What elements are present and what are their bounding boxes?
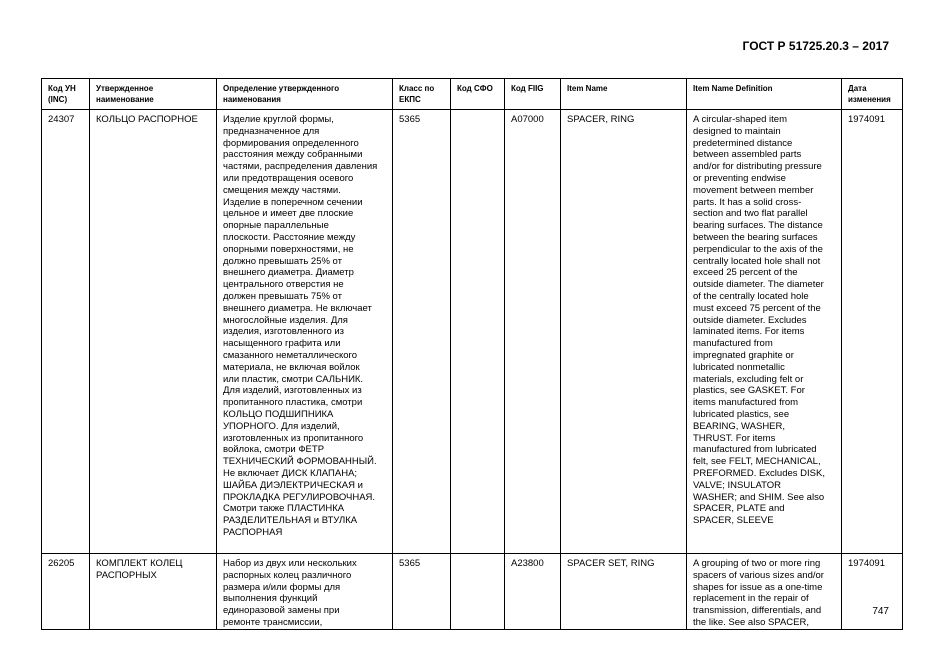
cell-inc: 26205 bbox=[42, 554, 90, 630]
cell-fiig-code: A23800 bbox=[505, 554, 561, 630]
cell-inc: 24307 bbox=[42, 110, 90, 554]
col-header-approved-name: Утвержденное наименование bbox=[90, 79, 217, 110]
col-header-item-name-definition: Item Name Definition bbox=[687, 79, 842, 110]
table-row bbox=[42, 110, 903, 554]
col-header-fiig-code: Код FIIG bbox=[505, 79, 561, 110]
cell-item-name-definition: A grouping of two or more ring spacers of various sizes and/or shapes for issue as a one-time replacement in the repair of transmission, differentials, and the like. See also SPACER, bbox=[687, 554, 842, 630]
col-header-item-name: Item Name bbox=[561, 79, 687, 110]
cell-ekps-class: 5365 bbox=[393, 554, 451, 630]
cell-ekps-class: 5365 bbox=[393, 110, 451, 554]
cell-fiig-code: A07000 bbox=[505, 110, 561, 554]
cell-change-date: 1974091 bbox=[842, 554, 903, 630]
page-number: 747 bbox=[872, 606, 889, 617]
col-header-inc: Код УН (INC) bbox=[42, 79, 90, 110]
catalog-table bbox=[41, 78, 903, 630]
cell-definition: Набор из двух или нескольких распорных колец различного размера и/или формы для выполнения функций единоразовой замены при ремонте трансмиссии, bbox=[217, 554, 393, 630]
cell-item-name-definition: A circular-shaped item designed to maintain predetermined distance between assembled parts and/or for distributing pressure or preventing endwise movement between member parts. It has a solid cross- section and two flat parallel bearing surfaces. The distance between the bearing surfaces perpendicular to the axis of the centrally located hole shall not exceed 25 percent of the outside diameter. The diameter of the centrally located hole must exceed 75 percent of the outside diameter. Excludes laminated items. For items manufactured from impregnated graphite or lubricated nonmetallic materials, excluding felt or plastics, see GASKET. For items manufactured from lubricated plastics, see BEARING, WASHER, THRUST. For items manufactured from lubricated felt, see FELT, MECHANICAL, PREFORMED. Excludes DISK, VALVE; INSULATOR WASHER; and SHIM. See also SPACER, PLATE and SPACER, SLEEVE bbox=[687, 110, 842, 554]
table-row bbox=[42, 554, 903, 630]
cell-sfo-code bbox=[451, 554, 505, 630]
cell-definition: Изделие круглой формы, предназначенное для формирования определенного расстояния между собранными частями, распределения давления или предотвращения осевого смещения между частями. Изделие в поперечном сечении цельное и имеет две плоские опорные параллельные плоскости. Расстояние между опорными поверхностями, не должно превышать 25% от внешнего диаметра. Диаметр центрального отверстия не должен превышать 75% от внешнего диаметра. Не включает многослойные изделия. Для изделия, изготовленного из насыщенного графита или смазанного неметаллического материала, не включая войлок или пластик, смотри САЛЬНИК. Для изделий, изготовленных из пропитанного пластика, смотри КОЛЬЦО ПОДШИПНИКА УПОРНОГО. Для изделий, изготовленных из пропитанного войлока, смотри ФЕТР ТЕХНИЧЕСКИЙ ФОРМОВАННЫЙ. Не включает ДИСК КЛАПАНА; ШАЙБА ДИЭЛЕКТРИЧЕСКАЯ и ПРОКЛАДКА РЕГУЛИРОВОЧНАЯ. Смотри также ПЛАСТИНКА РАЗДЕЛИТЕЛЬНАЯ и ВТУЛКА РАСПОРНАЯ bbox=[217, 110, 393, 554]
table-header-row bbox=[42, 79, 903, 110]
cell-approved-name: КОМПЛЕКТ КОЛЕЦ РАСПОРНЫХ bbox=[90, 554, 217, 630]
cell-approved-name: КОЛЬЦО РАСПОРНОЕ bbox=[90, 110, 217, 554]
cell-item-name: SPACER SET, RING bbox=[561, 554, 687, 630]
col-header-change-date: Дата изменения bbox=[842, 79, 903, 110]
cell-sfo-code bbox=[451, 110, 505, 554]
cell-change-date: 1974091 bbox=[842, 110, 903, 554]
cell-item-name: SPACER, RING bbox=[561, 110, 687, 554]
col-header-ekps-class: Класс по ЕКПС bbox=[393, 79, 451, 110]
col-header-definition: Определение утвержденного наименования bbox=[217, 79, 393, 110]
document-code: ГОСТ Р 51725.20.3 – 2017 bbox=[742, 39, 889, 53]
col-header-sfo-code: Код СФО bbox=[451, 79, 505, 110]
